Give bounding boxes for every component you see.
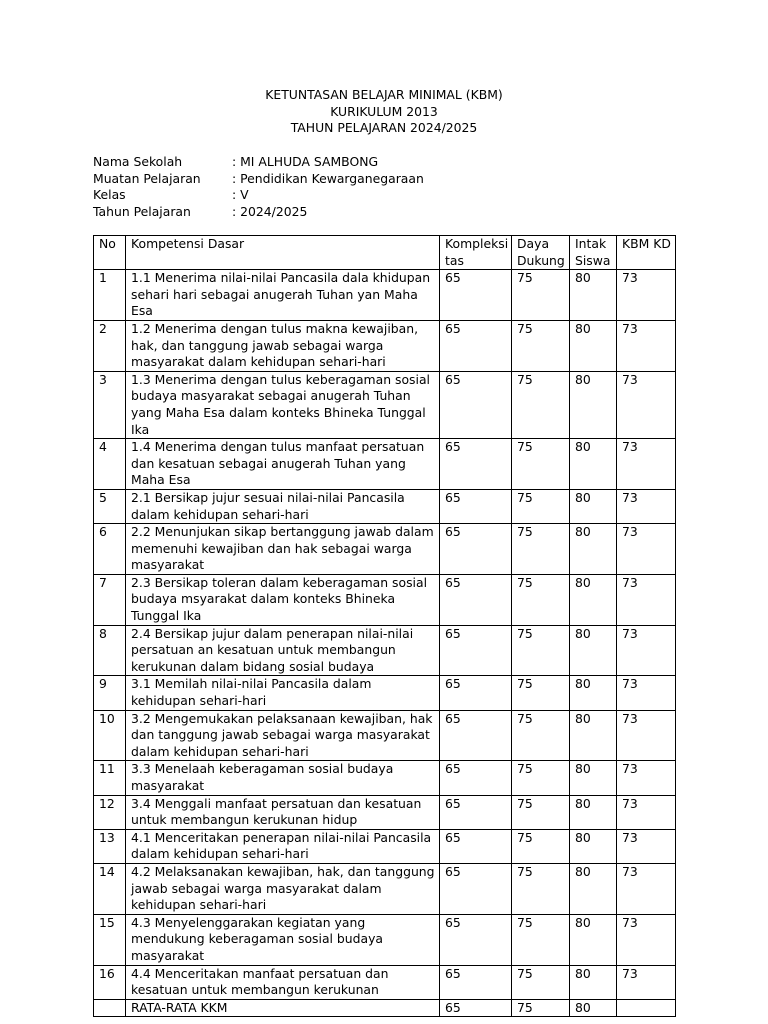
cell-kbm-kd: 73 bbox=[617, 625, 676, 676]
cell-daya-dukung: 75 bbox=[512, 795, 570, 829]
cell-intake-siswa: 80 bbox=[570, 965, 617, 999]
table-row bbox=[94, 965, 676, 999]
info-value: : Pendidikan Kewarganegaraan bbox=[232, 170, 424, 186]
info-row-subject bbox=[93, 171, 424, 188]
cell-intake-siswa: 80 bbox=[570, 829, 617, 863]
cell-daya-dukung: 75 bbox=[512, 439, 570, 490]
cell-kompleksitas: 65 bbox=[440, 489, 512, 523]
cell-kompleksitas: 65 bbox=[440, 320, 512, 371]
table-row bbox=[94, 863, 676, 914]
cell-no: 3 bbox=[94, 371, 126, 438]
header-daya-dukung: Daya Dukung bbox=[512, 236, 570, 270]
cell-daya-dukung: 75 bbox=[512, 914, 570, 965]
table-row bbox=[94, 524, 676, 575]
cell-daya-dukung: 75 bbox=[512, 710, 570, 761]
cell-daya-dukung: 75 bbox=[512, 524, 570, 575]
cell-intake-siswa: 80 bbox=[570, 795, 617, 829]
cell-intake-siswa: 80 bbox=[570, 574, 617, 625]
cell-kbm-kd: 73 bbox=[617, 710, 676, 761]
cell-intake-siswa: 80 bbox=[570, 270, 617, 321]
cell-no: 15 bbox=[94, 914, 126, 965]
cell-daya-dukung: 75 bbox=[512, 829, 570, 863]
cell-intake-siswa: 80 bbox=[570, 439, 617, 490]
cell-kompetensi-dasar: 1.1 Menerima nilai-nilai Pancasila dala khidupan sehari hari sebagai anugerah Tuhan yan Maha Esa bbox=[126, 270, 440, 321]
cell-daya-dukung: 75 bbox=[512, 625, 570, 676]
title-line-1: KETUNTASAN BELAJAR MINIMAL (KBM) bbox=[265, 87, 503, 102]
info-value: : MI ALHUDA SAMBONG bbox=[232, 154, 379, 169]
info-label: Tahun Pelajaran bbox=[93, 203, 191, 219]
info-label: Muatan Pelajaran bbox=[93, 170, 201, 186]
cell-intake-siswa: 80 bbox=[570, 761, 617, 795]
cell-kompetensi-dasar: 2.4 Bersikap jujur dalam penerapan nilai-nilai persatuan an kesatuan untuk membangun kerukunan dalam bidang sosial budaya bbox=[126, 625, 440, 676]
cell-daya-dukung: 75 bbox=[512, 371, 570, 438]
footer-intake-siswa: 80 bbox=[570, 999, 617, 1017]
cell-kompleksitas: 65 bbox=[440, 710, 512, 761]
kbm-table-body bbox=[94, 236, 676, 1017]
cell-kompleksitas: 65 bbox=[440, 625, 512, 676]
table-row bbox=[94, 625, 676, 676]
cell-no: 4 bbox=[94, 439, 126, 490]
table-row bbox=[94, 371, 676, 438]
table-row bbox=[94, 710, 676, 761]
header-kbm-kd: KBM KD bbox=[617, 236, 676, 270]
title-line-3: TAHUN PELAJARAN 2024/2025 bbox=[290, 120, 478, 136]
cell-kbm-kd: 73 bbox=[617, 270, 676, 321]
cell-kompetensi-dasar: 4.4 Menceritakan manfaat persatuan dan kesatuan untuk membangun kerukunan bbox=[126, 965, 440, 999]
cell-intake-siswa: 80 bbox=[570, 524, 617, 575]
cell-no: 2 bbox=[94, 320, 126, 371]
cell-kompetensi-dasar: 3.1 Memilah nilai-nilai Pancasila dalam kehidupan sehari-hari bbox=[126, 676, 440, 710]
cell-kompetensi-dasar: 1.3 Menerima dengan tulus keberagaman sosial budaya masyarakat sebagai anugerah Tuhan yang Maha Esa dalam konteks Bhineka Tunggal Ika bbox=[126, 371, 440, 438]
cell-kompetensi-dasar: 3.4 Menggali manfaat persatuan dan kesatuan untuk membangun kerukunan hidup bbox=[126, 795, 440, 829]
cell-kompleksitas: 65 bbox=[440, 829, 512, 863]
cell-no: 12 bbox=[94, 795, 126, 829]
cell-intake-siswa: 80 bbox=[570, 320, 617, 371]
cell-daya-dukung: 75 bbox=[512, 761, 570, 795]
cell-intake-siswa: 80 bbox=[570, 914, 617, 965]
header-kompleksitas: Kompleksi tas bbox=[440, 236, 512, 270]
cell-daya-dukung: 75 bbox=[512, 863, 570, 914]
footer-label: RATA-RATA KKM bbox=[126, 999, 440, 1017]
header-intake-siswa: Intak Siswa bbox=[570, 236, 617, 270]
cell-kompleksitas: 65 bbox=[440, 270, 512, 321]
table-header-row bbox=[94, 236, 676, 270]
cell-kompleksitas: 65 bbox=[440, 795, 512, 829]
cell-kbm-kd: 73 bbox=[617, 524, 676, 575]
cell-no: 11 bbox=[94, 761, 126, 795]
cell-kompleksitas: 65 bbox=[440, 439, 512, 490]
document-title bbox=[0, 87, 768, 137]
cell-kompetensi-dasar: 1.4 Menerima dengan tulus manfaat persatuan dan kesatuan sebagai anugerah Tuhan yang Maha Esa bbox=[126, 439, 440, 490]
cell-kompetensi-dasar: 3.3 Menelaah keberagaman sosial budaya masyarakat bbox=[126, 761, 440, 795]
cell-kompetensi-dasar: 2.2 Menunjukan sikap bertanggung jawab dalam memenuhi kewajiban dan hak sebagai warga masyarakat bbox=[126, 524, 440, 575]
cell-kbm-kd: 73 bbox=[617, 371, 676, 438]
cell-intake-siswa: 80 bbox=[570, 625, 617, 676]
cell-kbm-kd: 73 bbox=[617, 965, 676, 999]
footer-daya-dukung: 75 bbox=[512, 999, 570, 1017]
table-row bbox=[94, 761, 676, 795]
cell-no: 10 bbox=[94, 710, 126, 761]
cell-kompetensi-dasar: 4.1 Menceritakan penerapan nilai-nilai Pancasila dalam kehidupan sehari-hari bbox=[126, 829, 440, 863]
cell-kompleksitas: 65 bbox=[440, 574, 512, 625]
cell-intake-siswa: 80 bbox=[570, 676, 617, 710]
info-label: Kelas bbox=[93, 187, 126, 203]
table-row bbox=[94, 829, 676, 863]
cell-intake-siswa: 80 bbox=[570, 371, 617, 438]
cell-kompleksitas: 65 bbox=[440, 863, 512, 914]
table-row bbox=[94, 270, 676, 321]
cell-daya-dukung: 75 bbox=[512, 270, 570, 321]
cell-kompetensi-dasar: 4.3 Menyelenggarakan kegiatan yang mendukung keberagaman sosial budaya masyarakat bbox=[126, 914, 440, 965]
info-label: Nama Sekolah bbox=[93, 154, 183, 169]
cell-kompleksitas: 65 bbox=[440, 965, 512, 999]
cell-no: 5 bbox=[94, 489, 126, 523]
cell-kbm-kd: 73 bbox=[617, 489, 676, 523]
cell-intake-siswa: 80 bbox=[570, 710, 617, 761]
cell-daya-dukung: 75 bbox=[512, 676, 570, 710]
table-row bbox=[94, 914, 676, 965]
cell-kompetensi-dasar: 3.2 Mengemukakan pelaksanaan kewajiban, hak dan tanggung jawab sebagai warga masyarakat dalam kehidupan sehari-hari bbox=[126, 710, 440, 761]
cell-no: 9 bbox=[94, 676, 126, 710]
cell-daya-dukung: 75 bbox=[512, 965, 570, 999]
table-footer-row bbox=[94, 999, 676, 1017]
school-info bbox=[93, 154, 424, 220]
cell-no: 6 bbox=[94, 524, 126, 575]
info-row-school bbox=[93, 154, 424, 171]
cell-no: 16 bbox=[94, 965, 126, 999]
cell-kompetensi-dasar: 2.3 Bersikap toleran dalam keberagaman sosial budaya msyarakat dalam konteks Bhineka Tunggal Ika bbox=[126, 574, 440, 625]
table-row bbox=[94, 489, 676, 523]
cell-daya-dukung: 75 bbox=[512, 574, 570, 625]
cell-kbm-kd: 73 bbox=[617, 439, 676, 490]
cell-no: 8 bbox=[94, 625, 126, 676]
cell-no: 1 bbox=[94, 270, 126, 321]
cell-kbm-kd: 73 bbox=[617, 863, 676, 914]
header-no: No bbox=[94, 236, 126, 270]
cell-kbm-kd: 73 bbox=[617, 320, 676, 371]
cell-kbm-kd: 73 bbox=[617, 761, 676, 795]
table-row bbox=[94, 676, 676, 710]
cell-kbm-kd: 73 bbox=[617, 676, 676, 710]
cell-kompleksitas: 65 bbox=[440, 761, 512, 795]
cell-no: 7 bbox=[94, 574, 126, 625]
footer-kompleksitas: 65 bbox=[440, 999, 512, 1017]
cell-kompleksitas: 65 bbox=[440, 676, 512, 710]
info-value: : V bbox=[232, 187, 249, 203]
table-row bbox=[94, 320, 676, 371]
cell-kompleksitas: 65 bbox=[440, 524, 512, 575]
cell-no: 14 bbox=[94, 863, 126, 914]
cell-daya-dukung: 75 bbox=[512, 320, 570, 371]
header-kompetensi-dasar: Kompetensi Dasar bbox=[126, 236, 440, 270]
cell-intake-siswa: 80 bbox=[570, 489, 617, 523]
cell-intake-siswa: 80 bbox=[570, 863, 617, 914]
info-row-year bbox=[93, 204, 424, 221]
cell-kompetensi-dasar: 1.2 Menerima dengan tulus makna kewajiban, hak, dan tanggung jawab sebagai warga masyarakat dalam kehidupan sehari-hari bbox=[126, 320, 440, 371]
title-line-2: KURIKULUM 2013 bbox=[330, 103, 438, 119]
info-row-class bbox=[93, 187, 424, 204]
cell-kompetensi-dasar: 4.2 Melaksanakan kewajiban, hak, dan tanggung jawab sebagai warga masyarakat dalam kehidupan sehari-hari bbox=[126, 863, 440, 914]
cell-kompleksitas: 65 bbox=[440, 371, 512, 438]
table-row bbox=[94, 795, 676, 829]
table-row bbox=[94, 439, 676, 490]
cell-kbm-kd: 73 bbox=[617, 795, 676, 829]
cell-no: 13 bbox=[94, 829, 126, 863]
footer-no bbox=[94, 999, 126, 1017]
cell-kbm-kd: 73 bbox=[617, 914, 676, 965]
info-value: : 2024/2025 bbox=[232, 203, 308, 219]
cell-kbm-kd: 73 bbox=[617, 574, 676, 625]
cell-kompetensi-dasar: 2.1 Bersikap jujur sesuai nilai-nilai Pancasila dalam kehidupan sehari-hari bbox=[126, 489, 440, 523]
footer-kbm-kd bbox=[617, 999, 676, 1017]
cell-kbm-kd: 73 bbox=[617, 829, 676, 863]
cell-daya-dukung: 75 bbox=[512, 489, 570, 523]
kbm-table bbox=[93, 235, 676, 1017]
table-row bbox=[94, 574, 676, 625]
cell-kompleksitas: 65 bbox=[440, 914, 512, 965]
